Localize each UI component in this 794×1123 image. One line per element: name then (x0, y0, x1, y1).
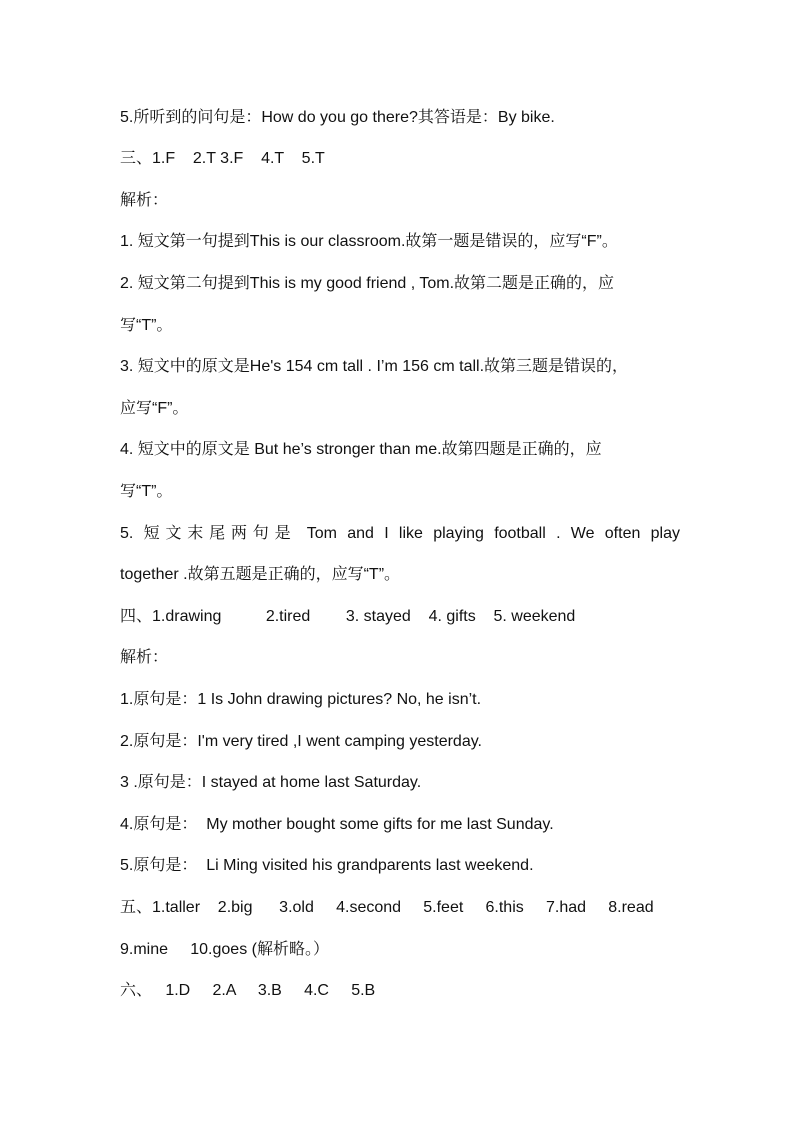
text-line-22: 六、 1.D 2.A 3.B 4.C 5.B (120, 982, 376, 999)
text-line-16: 2.原句是：I'm very tired ,I went camping yesterday. (120, 733, 482, 750)
text-line-17: 3 .原句是：I stayed at home last Saturday. (120, 774, 422, 791)
text-line-3: 解析： (120, 192, 169, 209)
text-line-7: 3. 短文中的原文是He's 154 cm tall . I’m 156 cm tall.故第三题是错误的， (120, 358, 629, 375)
text-line-5: 2. 短文第二句提到This is my good friend , Tom.故第二题是正确的，应 (120, 275, 615, 292)
text-line-2: 三、1.F 2.T 3.F 4.T 5.T (120, 150, 325, 167)
text-line-4: 1. 短文第一句提到This is our classroom.故第一题是错误的，应写“F”。 (120, 233, 618, 250)
text-line-13: 四、1.drawing 2.tired 3. stayed 4. gifts 5. weekend (120, 608, 576, 625)
text-line-10: 写“T”。 (120, 483, 173, 500)
text-line-15: 1.原句是：1 Is John drawing pictures? No, he isn’t. (120, 691, 482, 708)
text-line-6: 写“T”。 (120, 317, 173, 334)
text-line-11: 5. 短文末尾两句是 Tom and I like playing football . We often play (120, 525, 680, 542)
text-line-1: 5.所听到的问句是：How do you go there?其答语是：By bike. (120, 109, 555, 126)
text-line-20: 五、1.taller 2.big 3.old 4.second 5.feet 6.this 7.had 8.read (120, 899, 654, 916)
text-line-19: 5.原句是： Li Ming visited his grandparents last weekend. (120, 857, 534, 874)
text-line-21: 9.mine 10.goes (解析略。） (120, 941, 329, 958)
text-line-12: together .故第五题是正确的，应写“T”。 (120, 566, 401, 583)
text-line-18: 4.原句是： My mother bought some gifts for me last Sunday. (120, 816, 554, 833)
text-line-8: 应写“F”。 (120, 400, 189, 417)
text-line-9: 4. 短文中的原文是 But he’s stronger than me.故第四题是正确的，应 (120, 441, 602, 458)
text-line-14: 解析： (120, 649, 169, 666)
